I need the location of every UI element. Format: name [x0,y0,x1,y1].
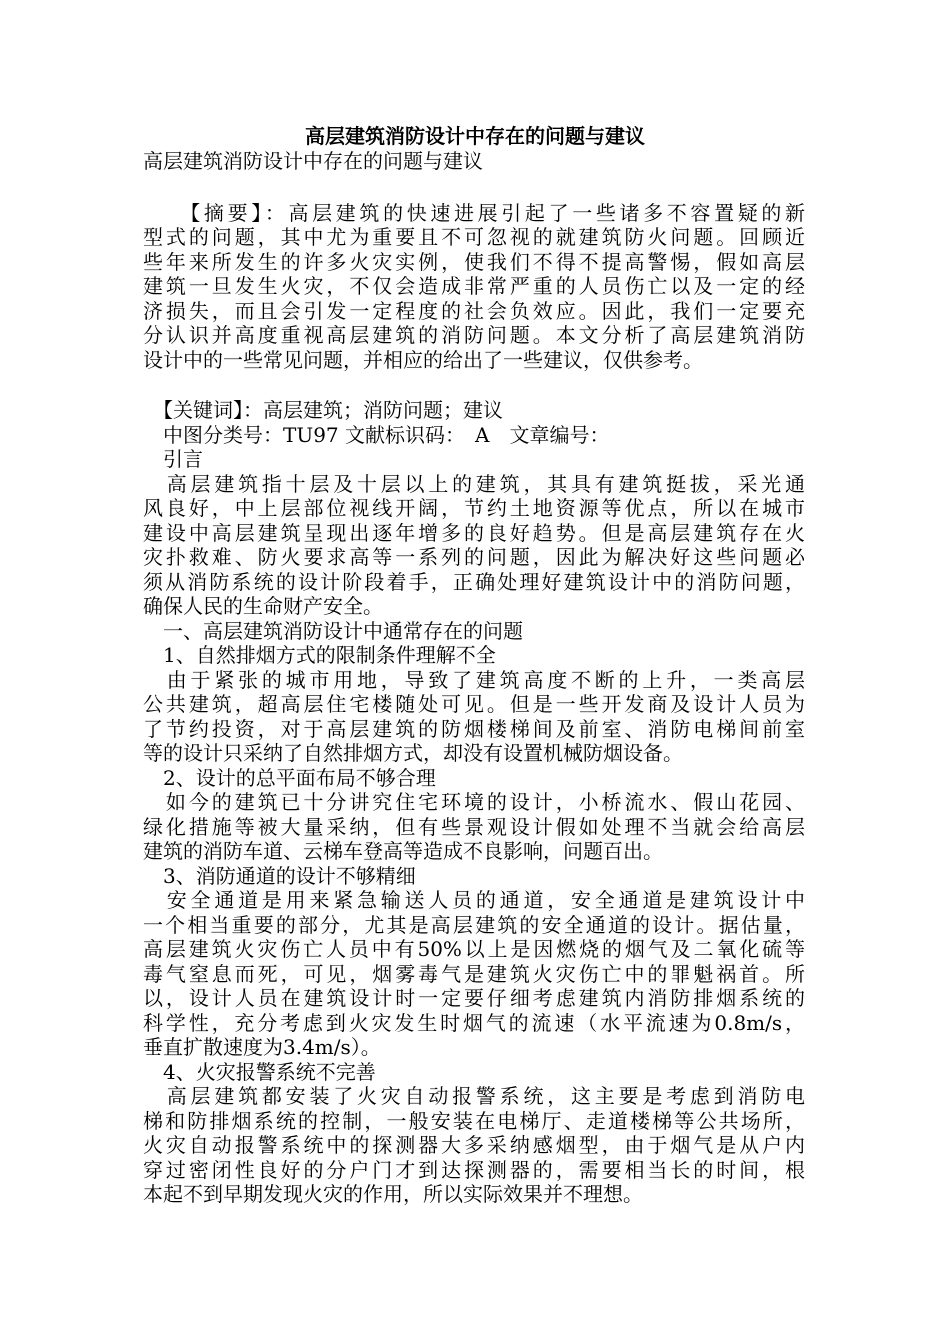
intro-line: 确保人民的生命财产安全。 [143,594,383,618]
classification-line: 中图分类号：TU97 文献标识码： A 文章编号： [143,423,610,447]
document-title: 高层建筑消防设计中存在的问题与建议 [305,124,645,148]
intro-heading: 引言 [143,447,203,471]
sub3-line: 毒气窒息而死，可见，烟雾毒气是建筑火灾伤亡中的罪魁祸首。所 [143,962,805,986]
sub3-line: 一个相当重要的部分，尤其是高层建筑的安全通道的设计。据估量， [143,913,805,937]
sub3-line: 垂直扩散速度为3.4m/s）。 [143,1035,381,1059]
subsection-heading: 1、自然排烟方式的限制条件理解不全 [143,643,496,667]
abstract-line: 设计中的一些常见问题，并相应的给出了一些建议，仅供参考。 [143,348,703,372]
intro-line: 须从消防系统的设计阶段着手，正确处理好建筑设计中的消防问题， [143,570,805,594]
sub4-line: 本起不到早期发现火灾的作用，所以实际效果并不理想。 [143,1182,643,1206]
sub1-line: 了节约投资，对于高层建筑的防烟楼梯间及前室、消防电梯间前室 [143,717,805,741]
intro-line: 建设中高层建筑呈现出逐年增多的良好趋势。但是高层建筑存在火 [143,521,805,545]
abstract-line: 济损失，而且会引发一定程度的社会负效应。因此，我们一定要充 [143,299,805,323]
document-subtitle: 高层建筑消防设计中存在的问题与建议 [143,149,483,173]
sub1-line: 公共建筑，超高层住宅楼随处可见。但是一些开发商及设计人员为 [143,692,805,716]
subsection-heading: 3、消防通道的设计不够精细 [143,864,416,888]
sub2-line: 绿化措施等被大量采纳，但有些景观设计假如处理不当就会给高层 [143,815,805,839]
sub1-line: 等的设计只采纳了自然排烟方式，却没有设置机械防烟设备。 [143,741,683,765]
abstract-line: 分认识并高度重视高层建筑的消防问题。本文分析了高层建筑消防 [143,323,805,347]
sub3-line: 高层建筑火灾伤亡人员中有50%以上是因燃烧的烟气及二氧化硫等 [143,937,805,961]
sub4-line: 穿过密闭性良好的分户门才到达探测器的，需要相当长的时间，根 [143,1158,805,1182]
section-heading: 一、高层建筑消防设计中通常存在的问题 [143,619,523,643]
sub4-line: 梯和防排烟系统的控制，一般安装在电梯厅、走道楼梯等公共场所， [143,1109,805,1133]
keywords-line: 【关键词】：高层建筑；消防问题；建议 [143,398,503,422]
sub3-line: 科学性，充分考虑到火灾发生时烟气的流速（水平流速为0.8m/s， [143,1011,805,1035]
abstract-line: 建筑一旦发生火灾，不仅会造成非常严重的人员伤亡以及一定的经 [143,274,805,298]
sub2-line: 如今的建筑已十分讲究住宅环境的设计，小桥流水、假山花园、 [143,790,805,814]
abstract-line: 些年来所发生的许多火灾实例，使我们不得不提高警惕，假如高层 [143,250,805,274]
intro-line: 风良好，中上层部位视线开阔，节约土地资源等优点，所以在城市 [143,496,805,520]
subsection-heading: 4、火灾报警系统不完善 [143,1060,376,1084]
sub1-line: 由于紧张的城市用地，导致了建筑高度不断的上升，一类高层 [143,668,805,692]
abstract-line: 型式的问题，其中尤为重要且不可忽视的就建筑防火问题。回顾近 [143,225,805,249]
subsection-heading: 2、设计的总平面布局不够合理 [143,766,436,790]
sub4-line: 火灾自动报警系统中的探测器大多采纳感烟型，由于烟气是从户内 [143,1133,805,1157]
sub3-line: 安全通道是用来紧急输送人员的通道，安全通道是建筑设计中 [143,888,805,912]
sub3-line: 以，设计人员在建筑设计时一定要仔细考虑建筑内消防排烟系统的 [143,986,805,1010]
abstract-line: 【摘要】：高层建筑的快速进展引起了一些诸多不容置疑的新 [143,201,805,225]
sub4-line: 高层建筑都安装了火灾自动报警系统，这主要是考虑到消防电 [143,1084,805,1108]
intro-line: 高层建筑指十层及十层以上的建筑，其具有建筑挺拔，采光通 [143,472,805,496]
intro-line: 灾扑救难、防火要求高等一系列的问题，因此为解决好这些问题必 [143,545,805,569]
sub2-line: 建筑的消防车道、云梯车登高等造成不良影响，问题百出。 [143,839,663,863]
